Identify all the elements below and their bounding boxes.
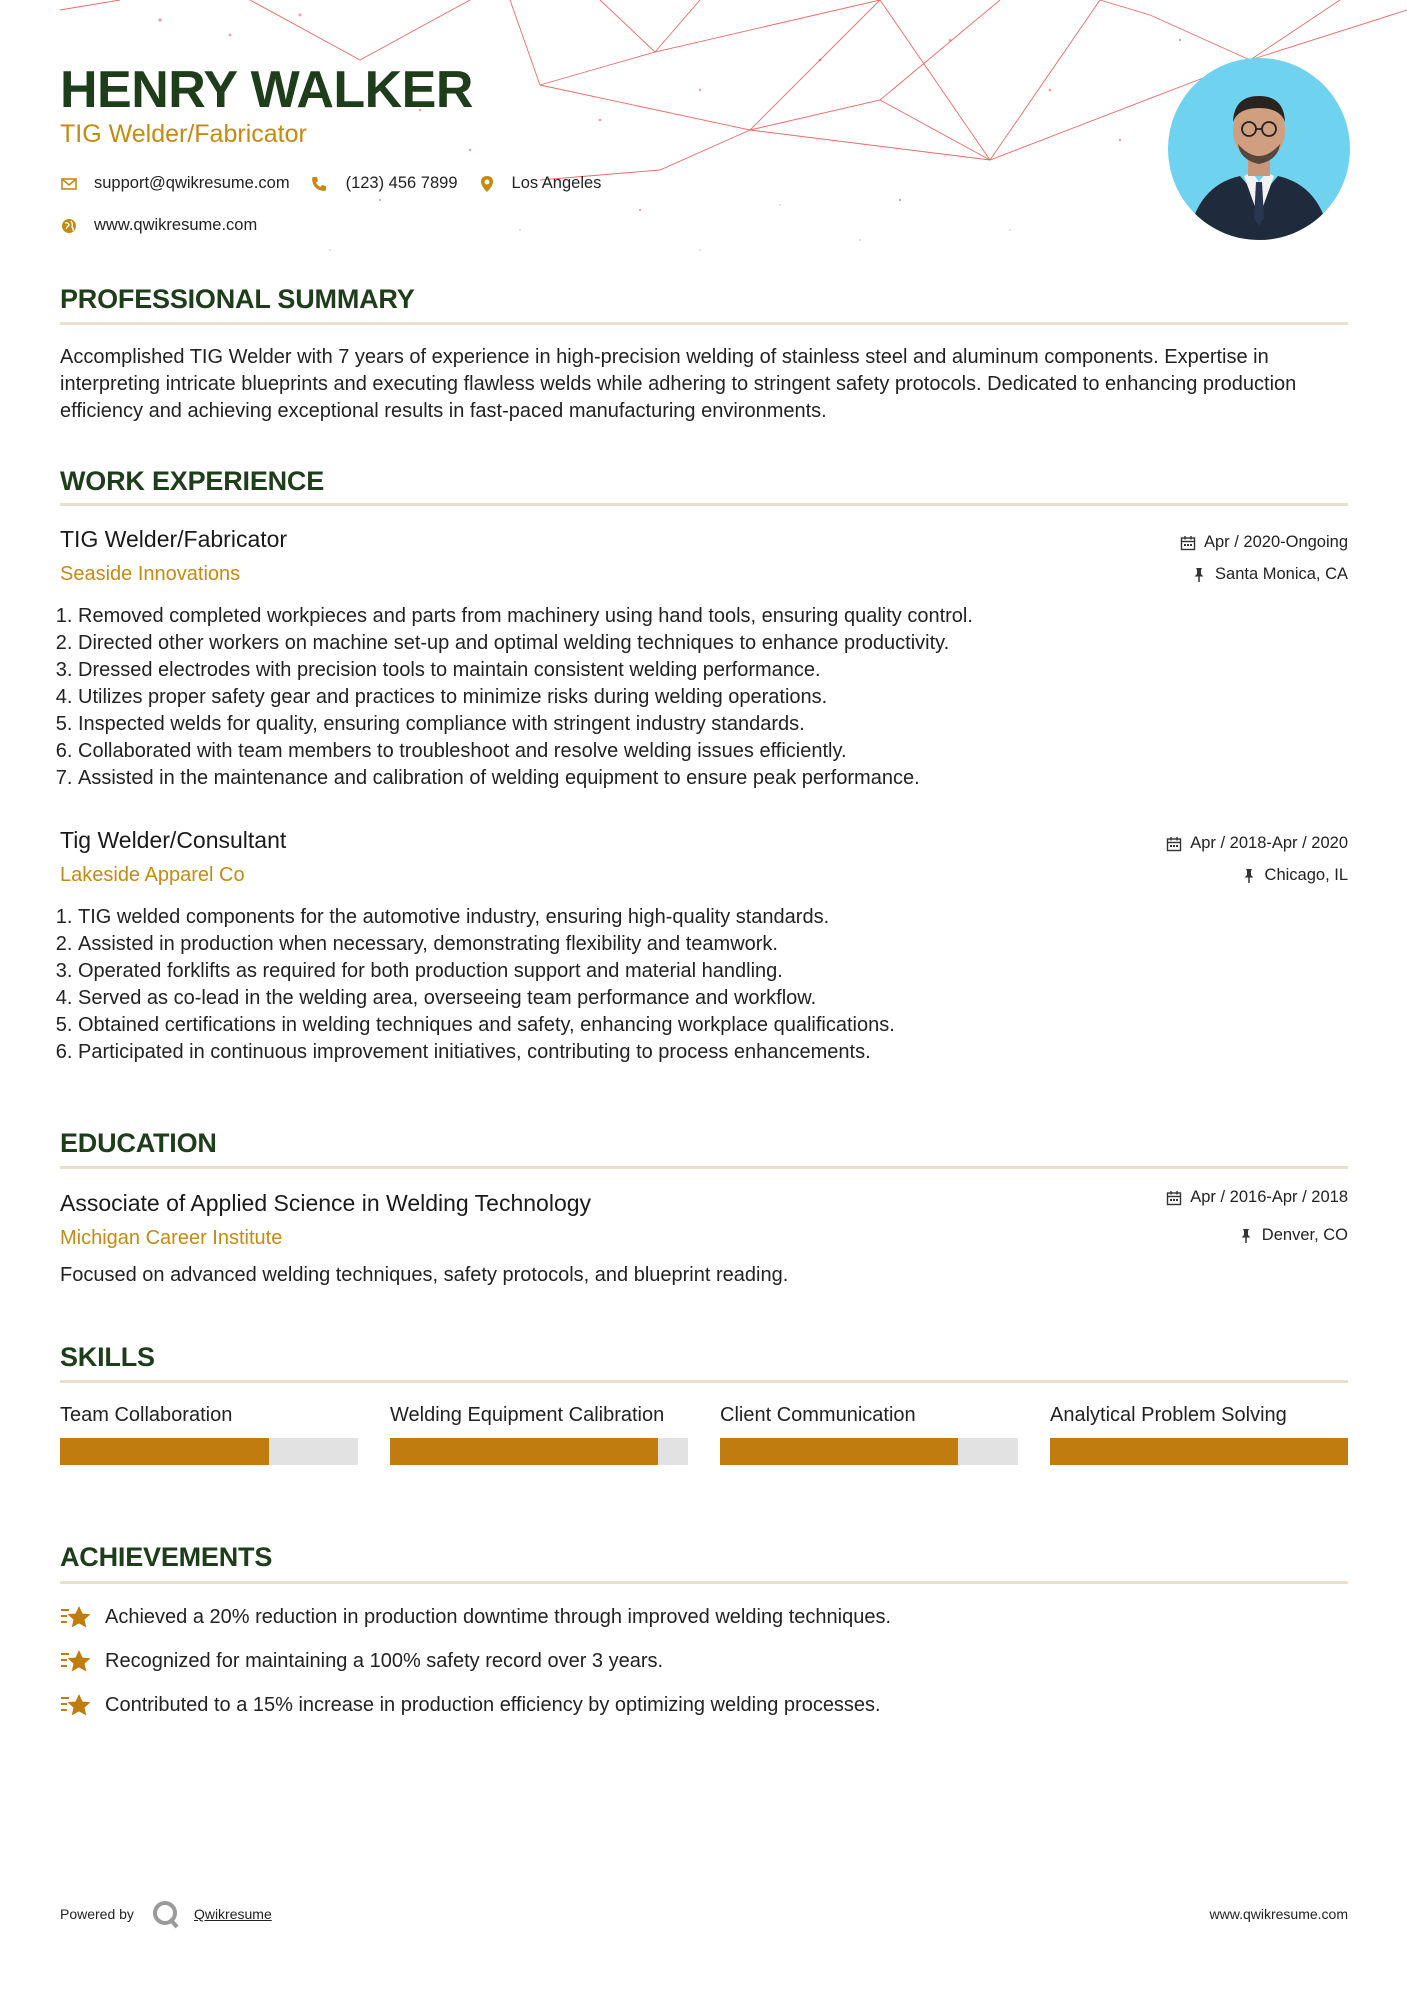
candidate-role: TIG Welder/Fabricator (60, 120, 307, 148)
achievement-text: Recognized for maintaining a 100% safety record over 3 years. (105, 1649, 664, 1672)
job-dates-text: Apr / 2018-Apr / 2020 (1190, 834, 1348, 852)
skill-name: Client Communication (720, 1404, 916, 1426)
skill-level-fill (390, 1438, 658, 1465)
job-location-text: Chicago, IL (1264, 866, 1348, 884)
job-location (1241, 866, 1348, 885)
contact-row-secondary (60, 216, 277, 235)
powered-by-label: Powered by (60, 1906, 134, 1922)
section-title-education: EDUCATION (60, 1128, 217, 1158)
list-item: 5. Inspected welds for quality, ensuring compliance with stringent industry standards. (78, 711, 1348, 738)
profile-photo-illustration (1168, 58, 1350, 240)
skill-item (1050, 1402, 1348, 1465)
pushpin-icon (1241, 868, 1257, 884)
skill-item (390, 1402, 688, 1465)
job-dates-text: Apr / 2020-Ongoing (1203, 533, 1348, 551)
calendar-icon (1166, 836, 1182, 852)
list-item: 7. Assisted in the maintenance and calibration of welding equipment to ensure peak performance. (78, 765, 1348, 792)
star-award-icon (60, 1604, 92, 1630)
education-dates (1166, 1188, 1348, 1207)
skill-level-fill (60, 1438, 269, 1465)
section-title-experience: WORK EXPERIENCE (60, 466, 325, 496)
candidate-name: HENRY WALKER (60, 61, 473, 119)
contact-phone[interactable]: (123) 456 7899 (345, 174, 458, 192)
list-item: 6. Collaborated with team members to troubleshoot and resolve welding issues efficiently. (78, 738, 1348, 765)
skill-level-bar (60, 1438, 358, 1465)
education-degree: Associate of Applied Science in Welding Technology (60, 1190, 592, 1216)
list-item: 1. TIG welded components for the automotive industry, ensuring high-quality standards. (78, 904, 1348, 931)
qwikresume-logo-icon (150, 1898, 182, 1930)
job-company: Seaside Innovations (60, 563, 241, 585)
section-divider (60, 1166, 1348, 1169)
job-location-text: Santa Monica, CA (1215, 565, 1348, 583)
skill-item (60, 1402, 358, 1465)
pushpin-icon (1191, 567, 1207, 583)
phone-icon (310, 175, 328, 193)
section-title-skills: SKILLS (60, 1342, 155, 1372)
calendar-icon (1166, 1190, 1182, 1206)
achievement-text: Contributed to a 15% increase in production efficiency by optimizing welding processes. (105, 1693, 881, 1716)
skill-name: Analytical Problem Solving (1050, 1404, 1287, 1426)
list-item: 4. Utilizes proper safety gear and practices to minimize risks during welding operations. (78, 684, 1348, 711)
resume-page (60, 0, 1348, 1990)
qwikresume-link[interactable]: Qwikresume (193, 1906, 272, 1922)
job-dates (1180, 533, 1348, 552)
section-divider (60, 503, 1348, 506)
skill-item (720, 1402, 1018, 1465)
achievement-text: Achieved a 20% reduction in production downtime through improved welding techniques. (105, 1605, 892, 1628)
job-title: Tig Welder/Consultant (60, 827, 287, 853)
education-location-text: Denver, CO (1261, 1226, 1348, 1244)
achievement-item (60, 1648, 663, 1674)
contact-row-primary (60, 174, 621, 193)
job-company: Lakeside Apparel Co (60, 864, 245, 886)
skill-level-fill (1050, 1438, 1348, 1465)
contact-location: Los Angeles (511, 174, 602, 192)
contact-email[interactable]: support@qwikresume.com (94, 174, 290, 192)
list-item: 3. Dressed electrodes with precision tools to maintain consistent welding performance. (78, 657, 1348, 684)
section-title-summary: PROFESSIONAL SUMMARY (60, 284, 415, 314)
section-title-achievements: ACHIEVEMENTS (60, 1542, 273, 1572)
education-school: Michigan Career Institute (60, 1227, 283, 1249)
job-title: TIG Welder/Fabricator (60, 526, 288, 552)
skill-name: Team Collaboration (60, 1404, 233, 1426)
list-item: 2. Directed other workers on machine set-up and optimal welding techniques to enhance productivity. (78, 630, 1348, 657)
star-award-icon (60, 1692, 92, 1718)
skill-level-fill (720, 1438, 958, 1465)
skill-level-bar (390, 1438, 688, 1465)
job-location (1191, 565, 1348, 584)
list-item: 3. Operated forklifts as required for both production support and material handling. (78, 958, 1348, 985)
list-item: 2. Assisted in production when necessary, demonstrating flexibility and teamwork. (78, 931, 1348, 958)
achievement-item (60, 1604, 891, 1630)
list-item: 5. Obtained certifications in welding techniques and safety, enhancing workplace qualifications. (78, 1012, 1348, 1039)
calendar-icon (1180, 535, 1196, 551)
footer-website[interactable]: www.qwikresume.com (1209, 1906, 1348, 1922)
section-divider (60, 1581, 1348, 1584)
section-divider (60, 322, 1348, 325)
achievement-item (60, 1692, 881, 1718)
job-dates (1166, 834, 1348, 853)
section-divider (60, 1380, 1348, 1383)
pushpin-icon (1238, 1228, 1254, 1244)
skill-level-bar (720, 1438, 1018, 1465)
education-location (1238, 1226, 1348, 1245)
list-item: 4. Served as co-lead in the welding area, overseeing team performance and workflow. (78, 985, 1348, 1012)
footer-powered-by (60, 1898, 272, 1930)
education-dates-text: Apr / 2016-Apr / 2018 (1190, 1188, 1348, 1206)
contact-website[interactable]: www.qwikresume.com (94, 216, 258, 234)
job-duties-list (60, 603, 1348, 792)
summary-text: Accomplished TIG Welder with 7 years of experience in high-precision welding of stainless steel and aluminum components. Expertise in interpreting intricate blueprints and executing flawless welds while adhering to stringent safety protocols. Dedicated to enhancing production efficiency and achieving exceptional results in fast-paced manufacturing environments. (60, 346, 1297, 422)
job-duties-list (60, 904, 1348, 1066)
envelope-icon (60, 175, 78, 193)
map-pin-icon (478, 175, 496, 193)
skill-level-bar (1050, 1438, 1348, 1465)
list-item: 6. Participated in continuous improvement initiatives, contributing to process enhancements. (78, 1039, 1348, 1066)
list-item: 1. Removed completed workpieces and parts from machinery using hand tools, ensuring quality control. (78, 603, 1348, 630)
star-award-icon (60, 1648, 92, 1674)
globe-icon (60, 217, 78, 235)
skill-name: Welding Equipment Calibration (390, 1404, 665, 1426)
profile-photo (1168, 58, 1350, 240)
education-description: Focused on advanced welding techniques, safety protocols, and blueprint reading. (60, 1264, 789, 1286)
